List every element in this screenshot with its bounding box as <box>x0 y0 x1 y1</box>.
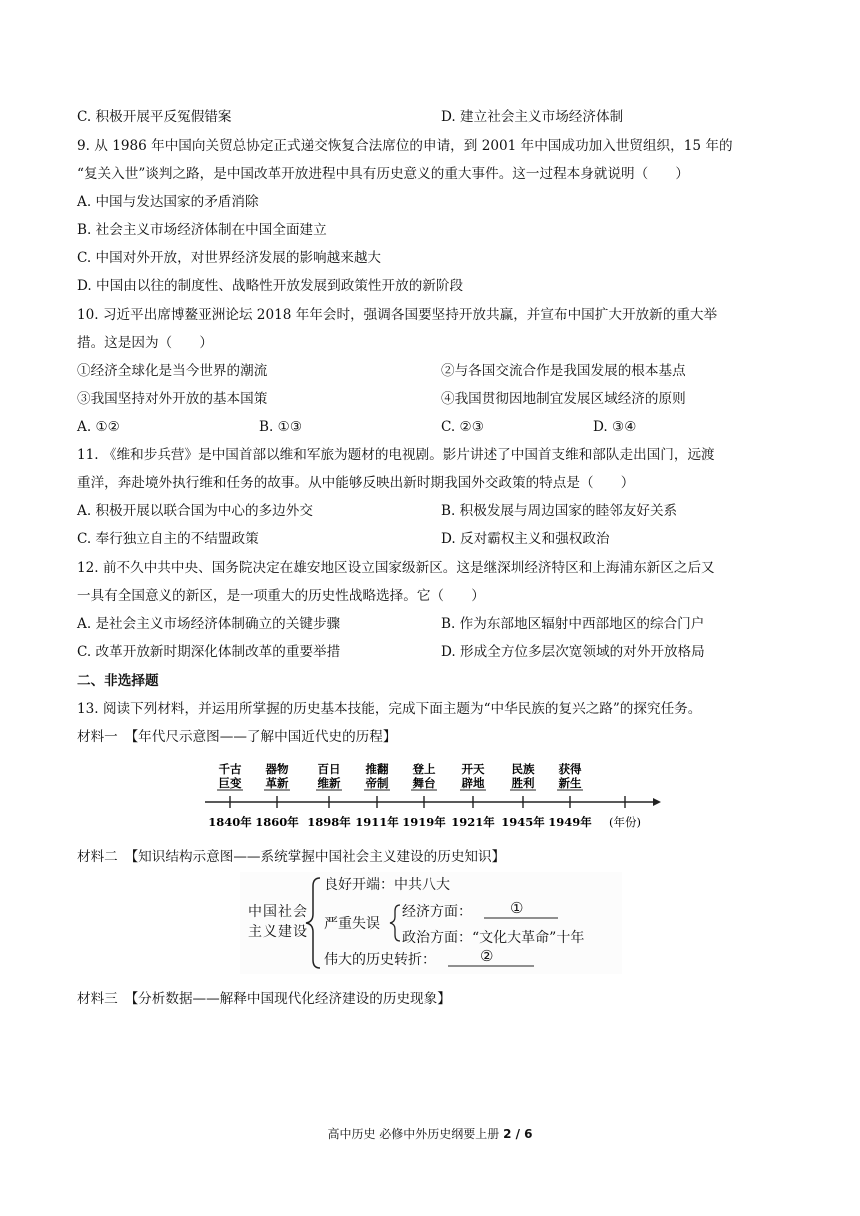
timeline-event <box>307 762 351 829</box>
q12-stem-line1: 12. 前不久中共中央、国务院决定在雄安地区设立国家级新区。这是继深圳经济特区和上海浦东新区之后又 <box>77 560 715 576</box>
timeline-year: 1840年 <box>208 815 252 829</box>
structure-blank-2: ② <box>480 947 494 965</box>
timeline-year: 1945年 <box>501 815 545 829</box>
timeline-event-bottom: 革新 <box>265 776 289 790</box>
q12-option-d: D. 形成全方位多层次宽领域的对外开放格局 <box>441 644 705 660</box>
timeline-event-top: 登上 <box>412 762 436 776</box>
structure-sub-1-label: 经济方面： <box>402 904 472 920</box>
q10-stem-line1: 10. 习近平出席博鳌亚洲论坛 2018 年年会时，强调各国要坚持开放共赢，并宣布中国扩大开放新的重大举 <box>77 307 718 323</box>
timeline-event-bottom: 胜利 <box>511 776 535 790</box>
q8-option-d: D. 建立社会主义市场经济体制 <box>441 109 624 125</box>
structure-branch-3-label: 伟大的历史转折： <box>324 952 436 968</box>
page-number: 2 / 6 <box>503 1127 533 1141</box>
footer-text: 高中历史 必修中外历史纲要上册 <box>327 1127 504 1141</box>
q10-statement-2: ②与各国交流合作是我国发展的根本基点 <box>441 363 686 379</box>
timeline-axis <box>205 798 661 806</box>
material-2-title: 材料二 【知识结构示意图——系统掌握中国社会主义建设的历史知识】 <box>77 849 506 865</box>
timeline-event-top: 获得 <box>558 762 582 776</box>
timeline-event <box>451 762 495 829</box>
q10-option-c: C. ②③ <box>441 419 484 435</box>
q11-option-c: C. 奉行独立自主的不结盟政策 <box>77 531 259 547</box>
structure-root-line2: 主义建设 <box>248 924 308 940</box>
q8-option-c: C. 积极开展平反冤假错案 <box>77 109 232 125</box>
timeline-event <box>355 762 399 829</box>
timeline-event-top: 开天 <box>461 762 485 776</box>
q9-stem-line1: 9. 从 1986 年中国向关贸总协定正式递交恢复合法席位的申请，到 2001 年中国成功加入世贸组织，15 年的 <box>77 138 733 154</box>
q10-option-d: D. ③④ <box>593 419 637 435</box>
sub-brace <box>390 905 400 941</box>
q10-statement-1: ①经济全球化是当今世界的潮流 <box>77 363 268 379</box>
timeline-event-bottom: 维新 <box>317 776 341 790</box>
timeline-event-bottom: 巨变 <box>218 776 242 790</box>
q11-option-d: D. 反对霸权主义和强权政治 <box>441 531 610 547</box>
timeline-event-top: 民族 <box>511 762 535 776</box>
q12-option-b: B. 作为东部地区辐射中西部地区的综合门户 <box>441 616 705 632</box>
timeline-event-top: 器物 <box>265 762 289 776</box>
timeline-event-bottom: 帝制 <box>365 776 389 790</box>
q9-option-a: A. 中国与发达国家的矛盾消除 <box>77 194 259 210</box>
q12-option-c: C. 改革开放新时期深化体制改革的重要举措 <box>77 644 341 660</box>
q12-option-a: A. 是社会主义市场经济体制确立的关键步骤 <box>77 616 341 632</box>
timeline-event-bottom: 辟地 <box>461 776 485 790</box>
timeline-year: 1949年 <box>548 815 592 829</box>
structure-branch-2: 严重失误 <box>324 916 380 932</box>
q12-stem-line2: 一具有全国意义的新区，是一项重大的历史性战略选择。它（ ） <box>77 588 485 604</box>
timeline-year: 1860年 <box>255 815 299 829</box>
timeline-figure <box>205 762 665 836</box>
timeline-event <box>501 762 545 829</box>
timeline-year: 1921年 <box>451 815 495 829</box>
q11-option-a: A. 积极开展以联合国为中心的多边外交 <box>77 503 313 519</box>
timeline-event-top: 百日 <box>317 762 341 776</box>
timeline-event-top: 千古 <box>218 762 242 776</box>
main-brace <box>306 878 320 968</box>
q9-option-c: C. 中国对外开放，对世界经济发展的影响越来越大 <box>77 250 382 266</box>
q9-stem-line2: “复关入世”谈判之路，是中国改革开放进程中具有历史意义的重大事件。这一过程本身就说明（ ） <box>77 166 690 182</box>
q11-stem-line1: 11. 《维和步兵营》是中国首部以维和军旅为题材的电视剧。影片讲述了中国首支维和部队走出国门，远渡 <box>77 447 715 463</box>
q10-stem-line2: 措。这是因为（ ） <box>77 335 213 351</box>
q10-statement-3: ③我国坚持对外开放的基本国策 <box>77 391 268 407</box>
timeline-event <box>402 762 446 829</box>
q11-option-b: B. 积极发展与周边国家的睦邻友好关系 <box>441 503 678 519</box>
page-footer <box>0 1125 860 1142</box>
q9-option-d: D. 中国由以往的制度性、战略性开放发展到政策性开放的新阶段 <box>77 278 464 294</box>
structure-branch-1: 良好开端：中共八大 <box>324 877 450 893</box>
knowledge-structure-figure <box>240 872 622 974</box>
q10-statement-4: ④我国贯彻因地制宜发展区域经济的原则 <box>441 391 686 407</box>
q10-option-a: A. ①② <box>77 419 120 435</box>
q11-stem-line2: 重洋，奔赴境外执行维和任务的故事。从中能够反映出新时期我国外交政策的特点是（ ） <box>77 475 635 491</box>
timeline-event <box>255 762 299 829</box>
timeline-year: 1898年 <box>307 815 351 829</box>
section-heading: 二、非选择题 <box>77 673 159 689</box>
timeline-event-bottom: 新生 <box>558 776 582 790</box>
timeline-event-top: 推翻 <box>365 762 389 776</box>
timeline-year: 1911年 <box>355 815 399 829</box>
q13-stem: 13. 阅读下列材料，并运用所掌握的历史基本技能，完成下面主题为“中华民族的复兴之路”的探究任务。 <box>77 701 702 717</box>
q9-option-b: B. 社会主义市场经济体制在中国全面建立 <box>77 222 327 238</box>
structure-sub-2: 政治方面：“文化大革命”十年 <box>402 930 585 946</box>
q10-option-b: B. ①③ <box>259 419 303 435</box>
material-1-title: 材料一 【年代尺示意图——了解中国近代史的历程】 <box>77 729 397 745</box>
timeline-unit-label: (年份) <box>609 815 641 829</box>
timeline-year: 1919年 <box>402 815 446 829</box>
timeline-event <box>548 762 592 829</box>
structure-blank-1: ① <box>510 899 524 917</box>
material-3-title: 材料三 【分析数据——解释中国现代化经济建设的历史现象】 <box>77 991 451 1007</box>
timeline-event <box>208 762 252 829</box>
timeline-event-bottom: 舞台 <box>412 776 436 790</box>
structure-root-line1: 中国社会 <box>248 904 308 920</box>
